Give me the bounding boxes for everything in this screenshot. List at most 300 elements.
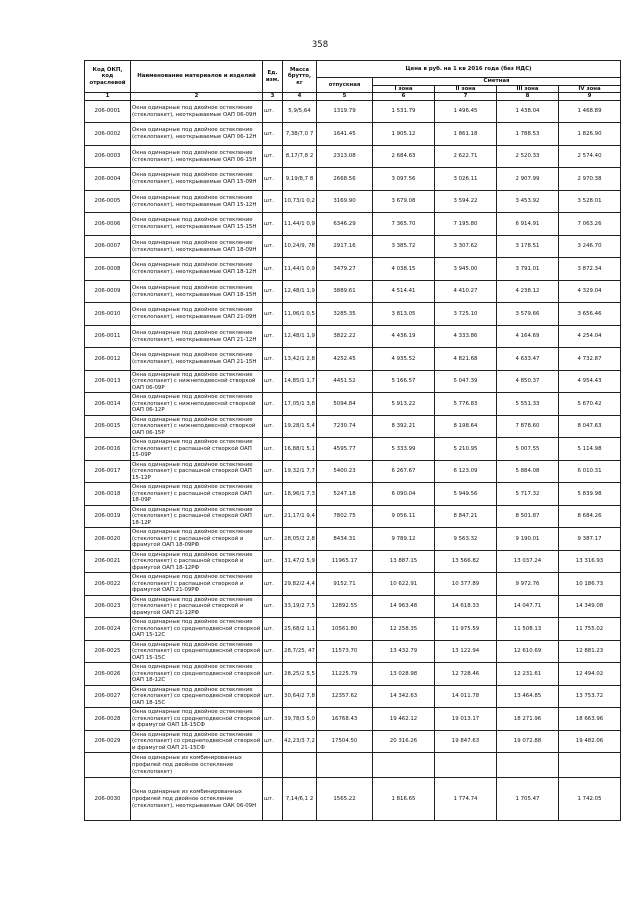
item-mass: 33,19/2 7,5 bbox=[283, 595, 317, 618]
price-zone1: 1 816.65 bbox=[373, 778, 435, 821]
item-unit: шт. bbox=[263, 663, 283, 686]
item-code: 206-0015 bbox=[85, 415, 131, 438]
price-selling: 7230.74 bbox=[317, 415, 373, 438]
item-name: Окна одинарные под двойное остекление (стеклопакет) с нижнеподвесной створкой ОАП 06-15Р bbox=[131, 415, 263, 438]
price-zone2: 8 847.21 bbox=[435, 505, 497, 528]
header-selling: отпускная bbox=[317, 78, 373, 93]
item-code: 206-0028 bbox=[85, 708, 131, 731]
table-row bbox=[85, 123, 621, 146]
item-name: Окна одинарные под двойное остекление (стеклопакет) со среднеподвесной створкой ОАП 18-12С bbox=[131, 663, 263, 686]
price-zone2: 3 594.22 bbox=[435, 190, 497, 213]
price-zone4: 10 186.73 bbox=[559, 573, 621, 596]
item-name: Окна одинарные под двойное остекление (стеклопакет), неоткрываемые ОАП 18-15Н bbox=[131, 280, 263, 303]
item-mass: 28,05/2 2,8 bbox=[283, 528, 317, 551]
price-zone1: 9 789.12 bbox=[373, 528, 435, 551]
item-code: 206-0029 bbox=[85, 730, 131, 753]
item-code: 206-0002 bbox=[85, 123, 131, 146]
item-mass: 31,47/2 5,9 bbox=[283, 550, 317, 573]
header-zone1: I зона bbox=[373, 85, 435, 93]
item-mass: 25,68/2 1,1 bbox=[283, 618, 317, 641]
price-selling: 1319.79 bbox=[317, 100, 373, 123]
price-selling: 16768.43 bbox=[317, 708, 373, 731]
price-zone2: 13 566.82 bbox=[435, 550, 497, 573]
price-zone4: 13 316.93 bbox=[559, 550, 621, 573]
price-zone4: 5 114.98 bbox=[559, 438, 621, 461]
item-mass: 11,44/1 0,9 bbox=[283, 213, 317, 236]
price-zone2: 9 563.32 bbox=[435, 528, 497, 551]
item-code: 206-0018 bbox=[85, 483, 131, 506]
price-selling: 10561.80 bbox=[317, 618, 373, 641]
item-name: Окна одинарные под двойное остекление (стеклопакет) с распашной створкой ОАП 18-12Р bbox=[131, 505, 263, 528]
item-unit: шт. bbox=[263, 145, 283, 168]
price-selling: 7802.75 bbox=[317, 505, 373, 528]
item-mass: 42,23/3 7,2 bbox=[283, 730, 317, 753]
price-selling: 11573.70 bbox=[317, 640, 373, 663]
column-number-row bbox=[85, 93, 621, 101]
price-zone3: 3 579.66 bbox=[497, 303, 559, 326]
table-row bbox=[85, 438, 621, 461]
price-selling: 5094.84 bbox=[317, 393, 373, 416]
price-selling: 12892.55 bbox=[317, 595, 373, 618]
price-zone3: 19 072.88 bbox=[497, 730, 559, 753]
item-name: Окна одинарные под двойное остекление (стеклопакет) с распашной створкой и фрамугой ОАП 18-09РФ bbox=[131, 528, 263, 551]
price-zone4: 1 826.90 bbox=[559, 123, 621, 146]
empty-cell bbox=[85, 753, 131, 778]
item-code: 206-0009 bbox=[85, 280, 131, 303]
item-unit: шт. bbox=[263, 370, 283, 393]
empty-cell bbox=[317, 753, 373, 778]
price-zone1: 4 935.52 bbox=[373, 348, 435, 371]
item-mass: 13,42/1 2,8 bbox=[283, 348, 317, 371]
table-row bbox=[85, 325, 621, 348]
item-name: Окна одинарные под двойное остекление (стеклопакет) с распашной створкой ОАП 18-09Р bbox=[131, 483, 263, 506]
item-name: Окна одинарные под двойное остекление (стеклопакет) с распашной створкой и фрамугой ОАП 21-12РФ bbox=[131, 595, 263, 618]
price-selling: 2668.56 bbox=[317, 168, 373, 191]
item-name: Окна одинарные под двойное остекление (стеклопакет), неоткрываемые ОАП 15-15Н bbox=[131, 213, 263, 236]
table-row bbox=[85, 145, 621, 168]
header-price-title: Цена в руб. на 1 кв 2016 года (без НДС) bbox=[317, 61, 621, 78]
column-number: 7 bbox=[435, 93, 497, 101]
price-selling: 9152.71 bbox=[317, 573, 373, 596]
item-name: Окна одинарные под двойное остекление (стеклопакет), неоткрываемые ОАП 06-15Н bbox=[131, 145, 263, 168]
item-code: 206-0025 bbox=[85, 640, 131, 663]
price-zone4: 4 954.43 bbox=[559, 370, 621, 393]
item-unit: шт. bbox=[263, 190, 283, 213]
table-row bbox=[85, 685, 621, 708]
item-mass: 30,64/2 7,8 bbox=[283, 685, 317, 708]
price-zone3: 5 007.55 bbox=[497, 438, 559, 461]
table-row bbox=[85, 100, 621, 123]
item-name: Окна одинарные под двойное остекление (стеклопакет) с нижнеподвесной створкой ОАП 06-12Р bbox=[131, 393, 263, 416]
item-unit: шт. bbox=[263, 730, 283, 753]
item-code: 206-0019 bbox=[85, 505, 131, 528]
price-zone2: 1 861.18 bbox=[435, 123, 497, 146]
item-code: 206-0017 bbox=[85, 460, 131, 483]
item-name: Окна одинарные под двойное остекление (стеклопакет), неоткрываемые ОАП 15-09Н bbox=[131, 168, 263, 191]
price-zone2: 10 377.89 bbox=[435, 573, 497, 596]
price-zone3: 2 907.99 bbox=[497, 168, 559, 191]
item-code: 206-0013 bbox=[85, 370, 131, 393]
item-unit: шт. bbox=[263, 123, 283, 146]
price-zone4: 7 063.26 bbox=[559, 213, 621, 236]
price-zone3: 12 610.69 bbox=[497, 640, 559, 663]
price-zone2: 3 026.11 bbox=[435, 168, 497, 191]
price-selling: 6346.29 bbox=[317, 213, 373, 236]
price-zone4: 2 970.38 bbox=[559, 168, 621, 191]
price-zone4: 3 872.34 bbox=[559, 258, 621, 281]
item-mass: 9,19/8,7 8 bbox=[283, 168, 317, 191]
price-zone4: 12 494.02 bbox=[559, 663, 621, 686]
item-mass: 10,73/1 0,2 bbox=[283, 190, 317, 213]
price-zone2: 19 013.17 bbox=[435, 708, 497, 731]
group-heading-row bbox=[85, 753, 621, 778]
price-zone1: 14 963.48 bbox=[373, 595, 435, 618]
price-selling: 12357.62 bbox=[317, 685, 373, 708]
header-zone3: III зона bbox=[497, 85, 559, 93]
item-mass: 7,38/7,0 7 bbox=[283, 123, 317, 146]
price-zone2: 4 410.27 bbox=[435, 280, 497, 303]
item-mass: 18,96/1 7,3 bbox=[283, 483, 317, 506]
table-row bbox=[85, 348, 621, 371]
price-zone1: 12 258.35 bbox=[373, 618, 435, 641]
price-zone1: 4 514.41 bbox=[373, 280, 435, 303]
empty-cell bbox=[263, 753, 283, 778]
table-row bbox=[85, 595, 621, 618]
price-zone2: 3 725.10 bbox=[435, 303, 497, 326]
price-zone3: 1 438.04 bbox=[497, 100, 559, 123]
item-name: Окна одинарные под двойное остекление (стеклопакет), неоткрываемые ОАП 21-15Н bbox=[131, 348, 263, 371]
table-row bbox=[85, 415, 621, 438]
price-zone1: 7 365.70 bbox=[373, 213, 435, 236]
item-mass: 28,7/25, 47 bbox=[283, 640, 317, 663]
item-mass: 29,82/2 4,4 bbox=[283, 573, 317, 596]
item-mass: 28,25/2 5,5 bbox=[283, 663, 317, 686]
price-zone3: 9 972.76 bbox=[497, 573, 559, 596]
price-zone4: 12 881.23 bbox=[559, 640, 621, 663]
column-number: 6 bbox=[373, 93, 435, 101]
item-unit: шт. bbox=[263, 213, 283, 236]
item-code: 206-0027 bbox=[85, 685, 131, 708]
price-zone2: 3 945.00 bbox=[435, 258, 497, 281]
price-zone4: 5 839.98 bbox=[559, 483, 621, 506]
item-code: 206-0005 bbox=[85, 190, 131, 213]
price-zone2: 5 776.83 bbox=[435, 393, 497, 416]
item-unit: шт. bbox=[263, 708, 283, 731]
price-selling: 3889.61 bbox=[317, 280, 373, 303]
item-code: 206-0007 bbox=[85, 235, 131, 258]
item-name: Окна одинарные из комбинированных профилей под двойное остекление (стеклопакет), неоткрываемые ОАК 06-09Н bbox=[131, 778, 263, 821]
price-zone3: 5 717.32 bbox=[497, 483, 559, 506]
item-mass: 19,28/1 5,4 bbox=[283, 415, 317, 438]
item-code: 206-0022 bbox=[85, 573, 131, 596]
table-row bbox=[85, 235, 621, 258]
item-unit: шт. bbox=[263, 415, 283, 438]
price-zone4: 6 010.31 bbox=[559, 460, 621, 483]
empty-cell bbox=[435, 753, 497, 778]
item-code: 206-0026 bbox=[85, 663, 131, 686]
price-selling: 11965.17 bbox=[317, 550, 373, 573]
item-unit: шт. bbox=[263, 325, 283, 348]
price-zone1: 5 166.57 bbox=[373, 370, 435, 393]
price-zone1: 3 385.72 bbox=[373, 235, 435, 258]
price-zone1: 2 684.63 bbox=[373, 145, 435, 168]
price-zone4: 3 656.46 bbox=[559, 303, 621, 326]
price-table bbox=[84, 60, 621, 821]
price-zone4: 8 684.26 bbox=[559, 505, 621, 528]
header-unit: Ед. изм. bbox=[263, 61, 283, 93]
price-zone2: 4 333.86 bbox=[435, 325, 497, 348]
price-zone2: 5 949.56 bbox=[435, 483, 497, 506]
price-zone1: 13 028.98 bbox=[373, 663, 435, 686]
price-zone1: 1 905.12 bbox=[373, 123, 435, 146]
price-zone3: 11 508.13 bbox=[497, 618, 559, 641]
item-mass: 8,17/7,8 2 bbox=[283, 145, 317, 168]
item-mass: 5,9/5,64 bbox=[283, 100, 317, 123]
header-estimate: Сметная bbox=[373, 78, 621, 86]
price-zone3: 14 047.71 bbox=[497, 595, 559, 618]
price-zone2: 19 847.63 bbox=[435, 730, 497, 753]
item-name: Окна одинарные под двойное остекление (стеклопакет), неоткрываемые ОАП 18-12Н bbox=[131, 258, 263, 281]
item-unit: шт. bbox=[263, 573, 283, 596]
price-zone3: 4 850.37 bbox=[497, 370, 559, 393]
table-row bbox=[85, 573, 621, 596]
price-zone2: 5 210.95 bbox=[435, 438, 497, 461]
item-code: 206-0021 bbox=[85, 550, 131, 573]
item-code: 206-0023 bbox=[85, 595, 131, 618]
price-zone1: 9 056.11 bbox=[373, 505, 435, 528]
item-name: Окна одинарные под двойное остекление (стеклопакет) с распашной створкой и фрамугой ОАП 18-12РФ bbox=[131, 550, 263, 573]
price-selling: 1565.22 bbox=[317, 778, 373, 821]
price-zone1: 6 090.04 bbox=[373, 483, 435, 506]
item-name: Окна одинарные под двойное остекление (стеклопакет) с распашной створкой ОАП 15-12Р bbox=[131, 460, 263, 483]
item-name: Окна одинарные под двойное остекление (стеклопакет) с распашной створкой ОАП 15-09Р bbox=[131, 438, 263, 461]
item-unit: шт. bbox=[263, 235, 283, 258]
price-zone1: 3 097.56 bbox=[373, 168, 435, 191]
item-mass: 12,48/1 1,9 bbox=[283, 325, 317, 348]
price-zone3: 7 878.60 bbox=[497, 415, 559, 438]
price-zone3: 9 190.01 bbox=[497, 528, 559, 551]
price-zone2: 8 198.64 bbox=[435, 415, 497, 438]
price-zone3: 3 453.92 bbox=[497, 190, 559, 213]
item-unit: шт. bbox=[263, 258, 283, 281]
empty-cell bbox=[283, 753, 317, 778]
price-selling: 4451.52 bbox=[317, 370, 373, 393]
header-mass: Масса брутто, кг bbox=[283, 61, 317, 93]
item-name: Окна одинарные под двойное остекление (стеклопакет) со среднеподвесной створкой ОАП 15-12С bbox=[131, 618, 263, 641]
table-row bbox=[85, 370, 621, 393]
table-row bbox=[85, 303, 621, 326]
table-row bbox=[85, 483, 621, 506]
item-mass: 11,06/1 0,5 bbox=[283, 303, 317, 326]
price-zone3: 8 501.87 bbox=[497, 505, 559, 528]
price-zone4: 4 732.87 bbox=[559, 348, 621, 371]
item-unit: шт. bbox=[263, 168, 283, 191]
item-name: Окна одинарные под двойное остекление (стеклопакет), неоткрываемые ОАП 06-09Н bbox=[131, 100, 263, 123]
item-mass: 14,85/1 1,7 bbox=[283, 370, 317, 393]
table-row bbox=[85, 550, 621, 573]
item-name: Окна одинарные под двойное остекление (стеклопакет), неоткрываемые ОАП 21-09Н bbox=[131, 303, 263, 326]
item-mass: 12,48/1 1,9 bbox=[283, 280, 317, 303]
item-name: Окна одинарные под двойное остекление (стеклопакет) со среднеподвесной створкой ОАП 15-15С bbox=[131, 640, 263, 663]
price-zone3: 5 551.33 bbox=[497, 393, 559, 416]
price-zone2: 14 618.33 bbox=[435, 595, 497, 618]
item-unit: шт. bbox=[263, 438, 283, 461]
item-code: 206-0030 bbox=[85, 778, 131, 821]
item-code: 206-0011 bbox=[85, 325, 131, 348]
empty-cell bbox=[497, 753, 559, 778]
price-zone2: 4 821.68 bbox=[435, 348, 497, 371]
price-zone1: 3 679.08 bbox=[373, 190, 435, 213]
price-zone3: 1 705.47 bbox=[497, 778, 559, 821]
price-zone4: 14 349.08 bbox=[559, 595, 621, 618]
price-zone3: 3 178.51 bbox=[497, 235, 559, 258]
column-number: 1 bbox=[85, 93, 131, 101]
column-number: 9 bbox=[559, 93, 621, 101]
empty-cell bbox=[559, 753, 621, 778]
item-code: 206-0001 bbox=[85, 100, 131, 123]
price-zone1: 14 342.63 bbox=[373, 685, 435, 708]
price-zone3: 4 238.12 bbox=[497, 280, 559, 303]
price-selling: 17504.50 bbox=[317, 730, 373, 753]
column-number: 2 bbox=[131, 93, 263, 101]
item-unit: шт. bbox=[263, 505, 283, 528]
price-zone1: 20 316.26 bbox=[373, 730, 435, 753]
price-zone2: 7 195.80 bbox=[435, 213, 497, 236]
price-zone4: 3 528.01 bbox=[559, 190, 621, 213]
price-zone2: 1 496.45 bbox=[435, 100, 497, 123]
item-mass: 7,14/6,1 2 bbox=[283, 778, 317, 821]
header-code: Код ОКП, код отраслевой bbox=[85, 61, 131, 93]
price-zone2: 5 047.39 bbox=[435, 370, 497, 393]
table-row bbox=[85, 460, 621, 483]
item-code: 206-0010 bbox=[85, 303, 131, 326]
price-zone1: 8 392.21 bbox=[373, 415, 435, 438]
item-code: 206-0020 bbox=[85, 528, 131, 551]
item-unit: шт. bbox=[263, 550, 283, 573]
price-selling: 2917.16 bbox=[317, 235, 373, 258]
item-unit: шт. bbox=[263, 348, 283, 371]
table-row bbox=[85, 190, 621, 213]
item-code: 206-0003 bbox=[85, 145, 131, 168]
column-number: 8 bbox=[497, 93, 559, 101]
item-code: 206-0014 bbox=[85, 393, 131, 416]
column-number: 3 bbox=[263, 93, 283, 101]
price-selling: 5400.23 bbox=[317, 460, 373, 483]
price-selling: 3169.90 bbox=[317, 190, 373, 213]
price-selling: 11225.79 bbox=[317, 663, 373, 686]
table-row bbox=[85, 280, 621, 303]
price-zone3: 6 914.91 bbox=[497, 213, 559, 236]
item-name: Окна одинарные под двойное остекление (стеклопакет), неоткрываемые ОАП 21-12Н bbox=[131, 325, 263, 348]
price-zone3: 5 884.08 bbox=[497, 460, 559, 483]
price-zone2: 2 622.71 bbox=[435, 145, 497, 168]
price-zone4: 4 329.04 bbox=[559, 280, 621, 303]
item-unit: шт. bbox=[263, 100, 283, 123]
price-zone2: 12 728.46 bbox=[435, 663, 497, 686]
item-code: 206-0006 bbox=[85, 213, 131, 236]
price-zone3: 13 037.24 bbox=[497, 550, 559, 573]
price-zone2: 1 774.74 bbox=[435, 778, 497, 821]
price-zone4: 3 246.70 bbox=[559, 235, 621, 258]
price-zone2: 11 975.59 bbox=[435, 618, 497, 641]
price-zone1: 4 038.15 bbox=[373, 258, 435, 281]
price-zone3: 18 271.96 bbox=[497, 708, 559, 731]
price-zone2: 3 307.62 bbox=[435, 235, 497, 258]
price-selling: 4595.77 bbox=[317, 438, 373, 461]
item-name: Окна одинарные под двойное остекление (стеклопакет) с распашной створкой и фрамугой ОАП 21-09РФ bbox=[131, 573, 263, 596]
item-name: Окна одинарные под двойное остекление (стеклопакет), неоткрываемые ОАП 15-12Н bbox=[131, 190, 263, 213]
column-number: 4 bbox=[283, 93, 317, 101]
item-unit: шт. bbox=[263, 483, 283, 506]
price-selling: 2313.08 bbox=[317, 145, 373, 168]
item-code: 206-0016 bbox=[85, 438, 131, 461]
item-mass: 17,05/1 3,8 bbox=[283, 393, 317, 416]
item-code: 206-0008 bbox=[85, 258, 131, 281]
price-zone2: 14 011.78 bbox=[435, 685, 497, 708]
price-zone3: 12 231.61 bbox=[497, 663, 559, 686]
header-zone4: IV зона bbox=[559, 85, 621, 93]
item-code: 206-0012 bbox=[85, 348, 131, 371]
item-unit: шт. bbox=[263, 393, 283, 416]
price-zone4: 1 468.89 bbox=[559, 100, 621, 123]
page-number: 358 bbox=[311, 40, 329, 50]
price-zone3: 1 788.53 bbox=[497, 123, 559, 146]
header-name: Наименование материалов и изделий bbox=[131, 61, 263, 93]
price-zone3: 2 520.33 bbox=[497, 145, 559, 168]
price-zone2: 6 123.09 bbox=[435, 460, 497, 483]
header-zone2: II зона bbox=[435, 85, 497, 93]
price-zone1: 3 813.05 bbox=[373, 303, 435, 326]
item-name: Окна одинарные под двойное остекление (стеклопакет), неоткрываемые ОАП 06-12Н bbox=[131, 123, 263, 146]
price-selling: 5247.18 bbox=[317, 483, 373, 506]
price-zone4: 1 742.05 bbox=[559, 778, 621, 821]
item-unit: шт. bbox=[263, 640, 283, 663]
price-zone4: 13 753.72 bbox=[559, 685, 621, 708]
price-zone4: 8 047.63 bbox=[559, 415, 621, 438]
item-mass: 21,17/1 9,4 bbox=[283, 505, 317, 528]
price-zone1: 13 432.79 bbox=[373, 640, 435, 663]
price-zone4: 19 482.06 bbox=[559, 730, 621, 753]
price-selling: 4252.45 bbox=[317, 348, 373, 371]
price-zone1: 13 887.15 bbox=[373, 550, 435, 573]
item-name: Окна одинарные под двойное остекление (стеклопакет) с нижнеподвесной створкой ОАП 06-09Р bbox=[131, 370, 263, 393]
price-zone2: 13 122.94 bbox=[435, 640, 497, 663]
item-unit: шт. bbox=[263, 303, 283, 326]
price-selling: 8434.31 bbox=[317, 528, 373, 551]
price-zone3: 4 633.47 bbox=[497, 348, 559, 371]
table-row bbox=[85, 393, 621, 416]
price-selling: 1641.45 bbox=[317, 123, 373, 146]
price-zone4: 18 663.96 bbox=[559, 708, 621, 731]
item-mass: 39,78/3 5,0 bbox=[283, 708, 317, 731]
price-zone1: 10 622.91 bbox=[373, 573, 435, 596]
item-unit: шт. bbox=[263, 778, 283, 821]
item-mass: 10,24/9, 78 bbox=[283, 235, 317, 258]
price-zone1: 19 462.12 bbox=[373, 708, 435, 731]
item-name: Окна одинарные под двойное остекление (стеклопакет) со среднеподвесной створкой и фрамугой ОАП 21-15СФ bbox=[131, 730, 263, 753]
price-zone3: 3 791.01 bbox=[497, 258, 559, 281]
table-row bbox=[85, 708, 621, 731]
empty-cell bbox=[373, 753, 435, 778]
table-row bbox=[85, 663, 621, 686]
item-unit: шт. bbox=[263, 685, 283, 708]
price-zone1: 5 913.22 bbox=[373, 393, 435, 416]
item-mass: 11,44/1 0,9 bbox=[283, 258, 317, 281]
price-zone1: 6 267.67 bbox=[373, 460, 435, 483]
item-name: Окна одинарные под двойное остекление (стеклопакет) со среднеподвесной створкой и фрамугой ОАП 18-15СФ bbox=[131, 708, 263, 731]
item-unit: шт. bbox=[263, 595, 283, 618]
price-zone4: 9 387.17 bbox=[559, 528, 621, 551]
